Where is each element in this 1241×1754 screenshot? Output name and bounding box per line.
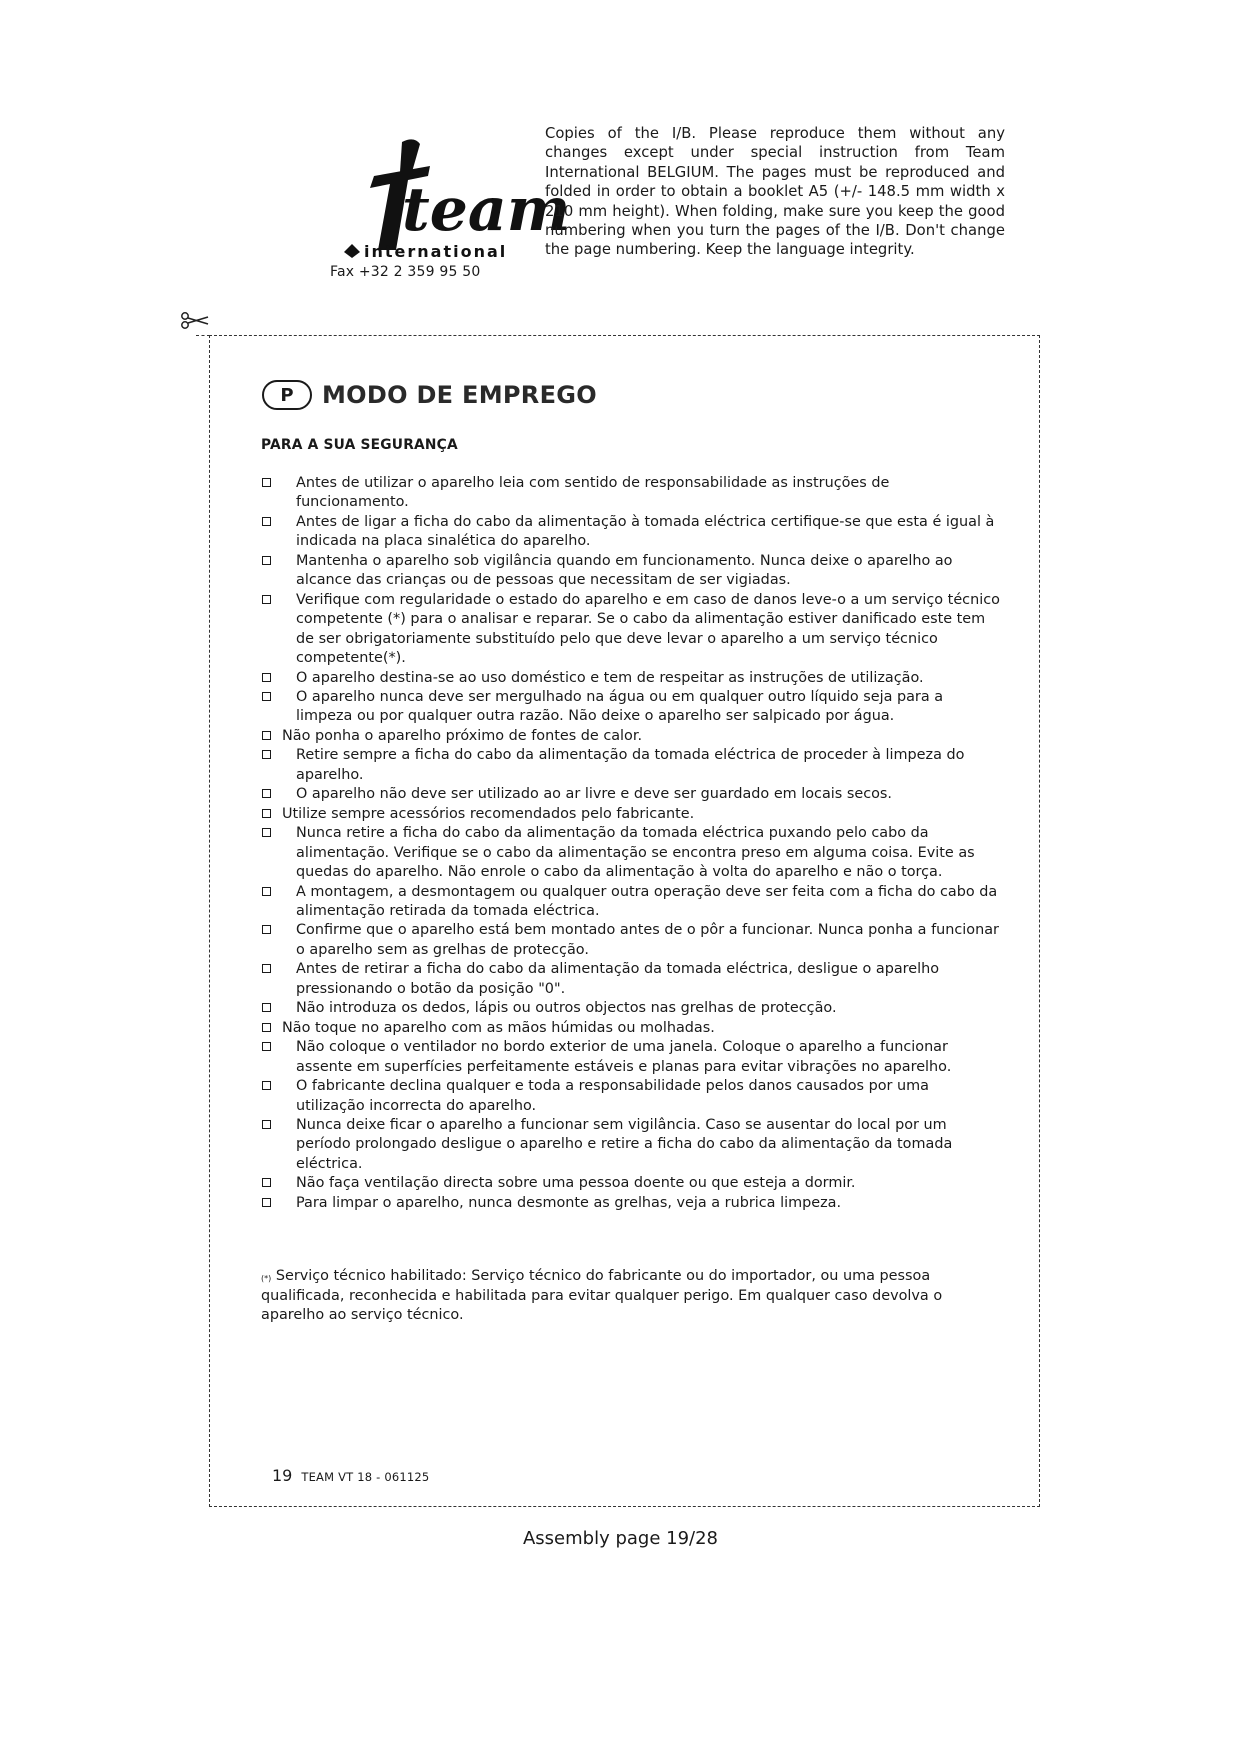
- list-item: Nunca deixe ficar o aparelho a funcionar sem vigilância. Caso se ausentar do local por um período prolongado desligue o aparelho e retire a ficha do cabo da alimentação da tomada eléctrica.: [262, 1116, 1002, 1174]
- checkbox-bullet-icon: [262, 1198, 271, 1207]
- checkbox-bullet-icon: [262, 673, 271, 682]
- list-item: Mantenha o aparelho sob vigilância quando em funcionamento. Nunca deixe o aparelho ao alcance das crianças ou de pessoas que necessitam de ser vigiadas.: [262, 552, 1002, 591]
- checkbox-bullet-icon: [262, 750, 271, 759]
- checkbox-bullet-icon: [262, 925, 271, 934]
- footnote: [261, 1267, 996, 1326]
- language-badge: P: [262, 380, 312, 410]
- list-item: Utilize sempre acessórios recomendados pelo fabricante.: [262, 805, 1002, 824]
- page-footer: [272, 1466, 429, 1485]
- list-item: O aparelho não deve ser utilizado ao ar livre e deve ser guardado em locais secos.: [262, 785, 1002, 804]
- checkbox-bullet-icon: [262, 478, 271, 487]
- checkbox-bullet-icon: [262, 556, 271, 565]
- checkbox-bullet-icon: [262, 828, 271, 837]
- list-item: Confirme que o aparelho está bem montado antes de o pôr a funcionar. Nunca ponha a funcionar o aparelho sem as grelhas de protecção.: [262, 921, 1002, 960]
- page-number: 19: [272, 1466, 293, 1485]
- safety-list: [262, 474, 1002, 1213]
- checkbox-bullet-icon: [262, 731, 271, 740]
- scissors-icon: [180, 309, 210, 331]
- document-code: TEAM VT 18 - 061125: [301, 1470, 430, 1484]
- checkbox-bullet-icon: [262, 517, 271, 526]
- checkbox-bullet-icon: [262, 1042, 271, 1051]
- list-item: Não ponha o aparelho próximo de fontes de calor.: [262, 727, 1002, 746]
- page-title: MODO DE EMPREGO: [322, 381, 597, 409]
- fax-number: Fax +32 2 359 95 50: [330, 264, 481, 280]
- list-item: O fabricante declina qualquer e toda a responsabilidade pelos danos causados por uma utilização incorrecta do aparelho.: [262, 1077, 1002, 1116]
- checkbox-bullet-icon: [262, 1178, 271, 1187]
- list-item: Não introduza os dedos, lápis ou outros objectos nas grelhas de protecção.: [262, 999, 1002, 1018]
- list-item: A montagem, a desmontagem ou qualquer outra operação deve ser feita com a ficha do cabo da alimentação retirada da tomada eléctrica.: [262, 883, 1002, 922]
- checkbox-bullet-icon: [262, 595, 271, 604]
- checkbox-bullet-icon: [262, 887, 271, 896]
- checkbox-bullet-icon: [262, 809, 271, 818]
- page-title-row: [262, 378, 597, 412]
- list-item: Nunca retire a ficha do cabo da alimentação da tomada eléctrica puxando pelo cabo da alimentação. Verifique se o cabo da alimentação se encontra preso em alguma coisa. Evite as quedas do aparelho. Não enrole o cabo da alimentação à volta do aparelho e não o torça.: [262, 824, 1002, 882]
- checkbox-bullet-icon: [262, 692, 271, 701]
- list-item: O aparelho destina-se ao uso doméstico e tem de respeitar as instruções de utilização.: [262, 669, 1002, 688]
- footnote-mark: (*): [261, 1274, 272, 1283]
- list-item: Antes de retirar a ficha do cabo da alimentação da tomada eléctrica, desligue o aparelho pressionando o botão da posição "0".: [262, 960, 1002, 999]
- checkbox-bullet-icon: [262, 1120, 271, 1129]
- list-item: O aparelho nunca deve ser mergulhado na água ou em qualquer outro líquido seja para a limpeza ou por qualquer outra razão. Não deixe o aparelho ser salpicado por água.: [262, 688, 1002, 727]
- list-item: Verifique com regularidade o estado do aparelho e em caso de danos leve-o a um serviço técnico competente (*) para o analisar e reparar. Se o cabo da alimentação estiver danificado este tem de ser obrigatoriamente substituído pelo que deve levar o aparelho a um serviço técnico competente(*).: [262, 591, 1002, 669]
- list-item: Retire sempre a ficha do cabo da alimentação da tomada eléctrica de proceder à limpeza do aparelho.: [262, 746, 1002, 785]
- reproduction-instructions: Copies of the I/B. Please reproduce them without any changes except under special instruction from Team International BELGIUM. The pages must be reproduced and folded in order to obtain a booklet A5 (+/- 148.5 mm width x 210 mm height). When folding, make sure you keep the good numbering when you turn the pages of the I/B. Don't change the page numbering. Keep the language integrity.: [545, 125, 1005, 259]
- checkbox-bullet-icon: [262, 1023, 271, 1032]
- list-item: Não coloque o ventilador no bordo exterior de uma janela. Coloque o aparelho a funcionar assente em superfícies perfeitamente estáveis e planas para evitar vibrações no aparelho.: [262, 1038, 1002, 1077]
- checkbox-bullet-icon: [262, 964, 271, 973]
- checkbox-bullet-icon: [262, 1003, 271, 1012]
- team-logo-mark: [344, 132, 571, 261]
- cut-line-lead: [196, 335, 210, 336]
- list-item: Não faça ventilação directa sobre uma pessoa doente ou que esteja a dormir.: [262, 1174, 1002, 1193]
- assembly-page-label: Assembly page 19/28: [522, 1528, 719, 1549]
- list-item: Antes de ligar a ficha do cabo da alimentação à tomada eléctrica certifique-se que esta é igual à indicada na placa sinalética do aparelho.: [262, 513, 1002, 552]
- list-item: Para limpar o aparelho, nunca desmonte as grelhas, veja a rubrica limpeza.: [262, 1194, 1002, 1213]
- section-heading: PARA A SUA SEGURANÇA: [261, 437, 458, 453]
- list-item: Não toque no aparelho com as mãos húmidas ou molhadas.: [262, 1019, 1002, 1038]
- checkbox-bullet-icon: [262, 789, 271, 798]
- logo-wordmark: team: [402, 175, 571, 245]
- list-item: Antes de utilizar o aparelho leia com sentido de responsabilidade as instruções de funcionamento.: [262, 474, 1002, 513]
- team-logo: [330, 132, 571, 282]
- checkbox-bullet-icon: [262, 1081, 271, 1090]
- logo-subtitle: international: [364, 242, 508, 261]
- footnote-text: Serviço técnico habilitado: Serviço técnico do fabricante ou do importador, ou uma pessoa qualificada, reconhecida e habilitada para evitar qualquer perigo. Em qualquer caso devolva o aparelho ao serviço técnico.: [261, 1268, 943, 1323]
